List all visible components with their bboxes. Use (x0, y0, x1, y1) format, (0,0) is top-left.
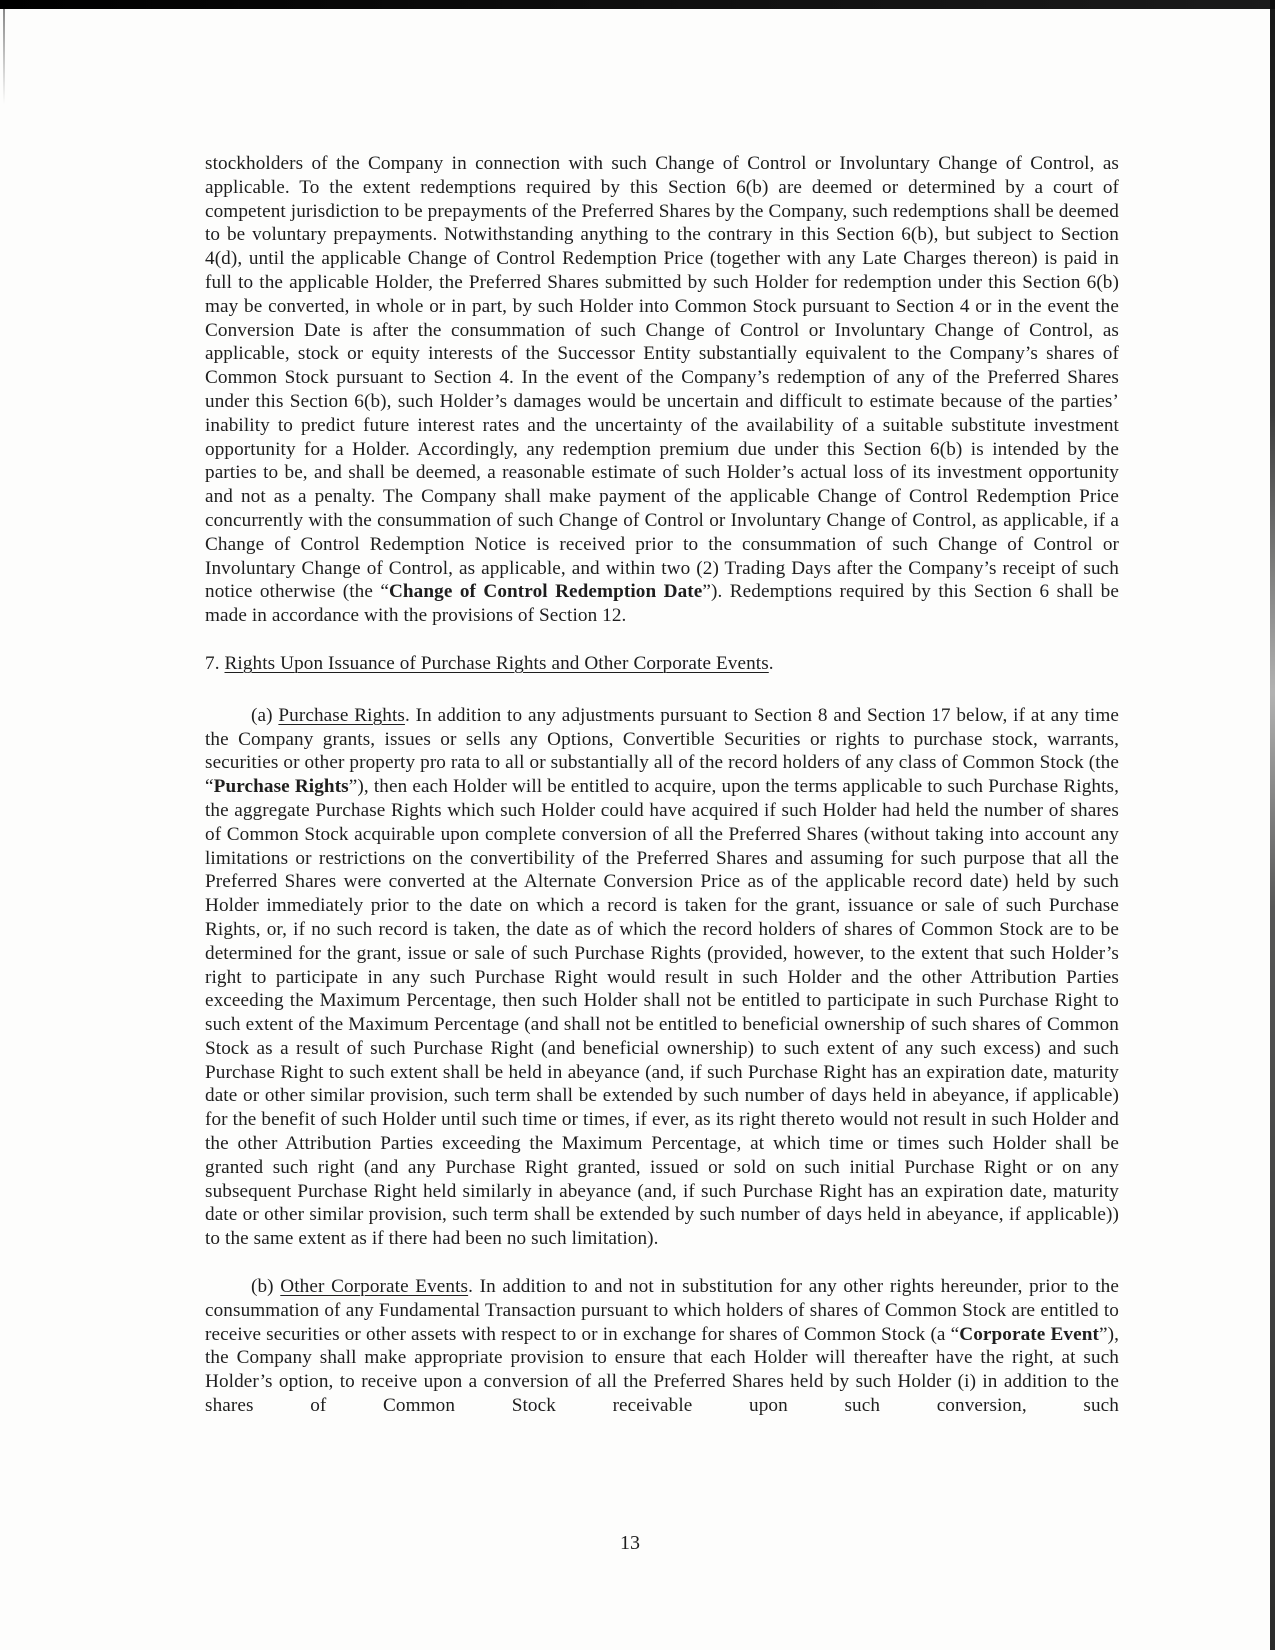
text-run: Corporate Event (959, 1323, 1099, 1345)
text-run: . In addition to any adjustments pursuant to Section 8 and Section 17 below, if at any time the Company grants, issues or sells any Options, Convertible Securities or rights to purchase stock, warrants, securities or other property pro rata to all or substantially all of the record holders of any class of Common Stock (the “ (205, 704, 1124, 798)
text-run: Purchase Rights (213, 776, 349, 798)
text-run: Rights Upon Issuance of Purchase Rights and Other Corporate Events (224, 652, 769, 674)
section-heading (205, 652, 1119, 676)
text-run: ”). Redemptions required by this Section 6 shall be made in accordance with the provisions of Section 12. (205, 581, 1124, 627)
text-run: ”), then each Holder will be entitled to acquire, upon the terms applicable to such Purchase Rights, the aggregate Purchase Rights which such Holder could have acquired if such Holder had held the number of shares of Common Stock acquirable upon complete conversion of all the Preferred Shares (without taking into account any limitations or restrictions on the convertibility of the Preferred Shares and assuming for such purpose that all the Preferred Shares were converted at the Alternate Conversion Price as of the applicable record date) held by such Holder immediately prior to the date on which a record is taken for the grant, issuance or sale of such Purchase Rights, or, if no such record is taken, the date as of which the record holders of shares of Common Stock are to be determined for the grant, issue or sale of such Purchase Rights (provided, however, to the extent that such Holder’s right to participate in any such Purchase Right would result in such Holder and the other Attribution Parties exceeding the Maximum Percentage, then such Holder shall not be entitled to participate in such Purchase Right to such extent of the Maximum Percentage (and shall not be entitled to beneficial ownership of such shares of Common Stock as a result of such Purchase Right (and beneficial ownership) to such extent of any such excess) and such Purchase Right to such extent shall be held in abeyance (and, if such Purchase Right has an expiration date, maturity date or other similar provision, such term shall be extended by such number of days held in abeyance, if applicable) for the benefit of such Holder until such time or times, if ever, as its right thereto would not result in such Holder and the other Attribution Parties exceeding the Maximum Percentage, at which time or times such Holder shall be granted such right (and any Purchase Right granted, issued or sold on such initial Purchase Right or on any subsequent Purchase Right held similarly in abeyance (and, if such Purchase Right has an expiration date, maturity date or other similar provision, such term shall be extended by such number of days held in abeyance, if applicable)) to the same extent as if there had been no such limitation). (205, 776, 1124, 1250)
text-run: Other Corporate Events (280, 1276, 469, 1298)
paragraph (205, 152, 1124, 628)
scan-artifact-top-edge (0, 0, 1275, 9)
text-run: (b) (251, 1276, 281, 1298)
text-run: 7. (205, 652, 225, 674)
paragraph (205, 1275, 1124, 1418)
page-number: 13 (620, 1532, 640, 1554)
document-body (205, 152, 1124, 1442)
text-run: stockholders of the Company in connection with such Change of Control or Involuntary Change of Control, as applicable. To the extent redemptions required by this Section 6(b) are deemed or determined by a court of competent jurisdiction to be prepayments of the Preferred Shares by the Company, such redemptions shall be deemed to be voluntary prepayments. Notwithstanding anything to the contrary in this Section 6(b), but subject to Section 4(d), until the applicable Change of Control Redemption Price (together with any Late Charges thereon) is paid in full to the applicable Holder, the Preferred Shares submitted by such Holder for redemption under this Section 6(b) may be converted, in whole or in part, by such Holder into Common Stock pursuant to Section 4 or in the event the Conversion Date is after the consummation of such Change of Control or Involuntary Change of Control, as applicable, stock or equity interests of the Successor Entity substantially equivalent to the Company’s shares of Common Stock pursuant to Section 4. In the event of the Company’s redemption of any of the Preferred Shares under this Section 6(b), such Holder’s damages would be uncertain and difficult to estimate because of the parties’ inability to predict future interest rates and the uncertainty of the availability of a suitable substitute investment opportunity for a Holder. Accordingly, any redemption premium due under this Section 6(b) is intended by the parties to be, and shall be deemed, a reasonable estimate of such Holder’s actual loss of its investment opportunity and not as a penalty. The Company shall make payment of the applicable Change of Control Redemption Price concurrently with the consummation of such Change of Control or Involuntary Change of Control, as applicable, if a Change of Control Redemption Notice is received prior to the consummation of such Change of Control or Involuntary Change of Control, as applicable, and within two (2) Trading Days after the Company’s receipt of such notice otherwise (the “ (205, 153, 1124, 603)
text-run: Purchase Rights (278, 704, 405, 726)
text-run: Change of Control Redemption Date (388, 581, 703, 603)
text-run: . In addition to and not in substitution for any other rights hereunder, prior to the consummation of any Fundamental Transaction pursuant to which holders of shares of Common Stock are entitled to receive securities or other assets with respect to or in exchange for shares of Common Stock (a “ (205, 1276, 1124, 1345)
text-run: ”), the Company shall make appropriate provision to ensure that each Holder will thereafter have the right, at such Holder’s option, to receive upon a conversion of all the Preferred Shares held by such Holder (i) in addition to the shares of Common Stock receivable upon such conversion, such (205, 1323, 1124, 1417)
text-run: . (768, 652, 774, 674)
scan-artifact-right-edge (1270, 0, 1275, 1650)
text-run: (a) (251, 704, 279, 726)
paragraph (205, 704, 1124, 1251)
scan-artifact-left-edge (3, 9, 5, 104)
